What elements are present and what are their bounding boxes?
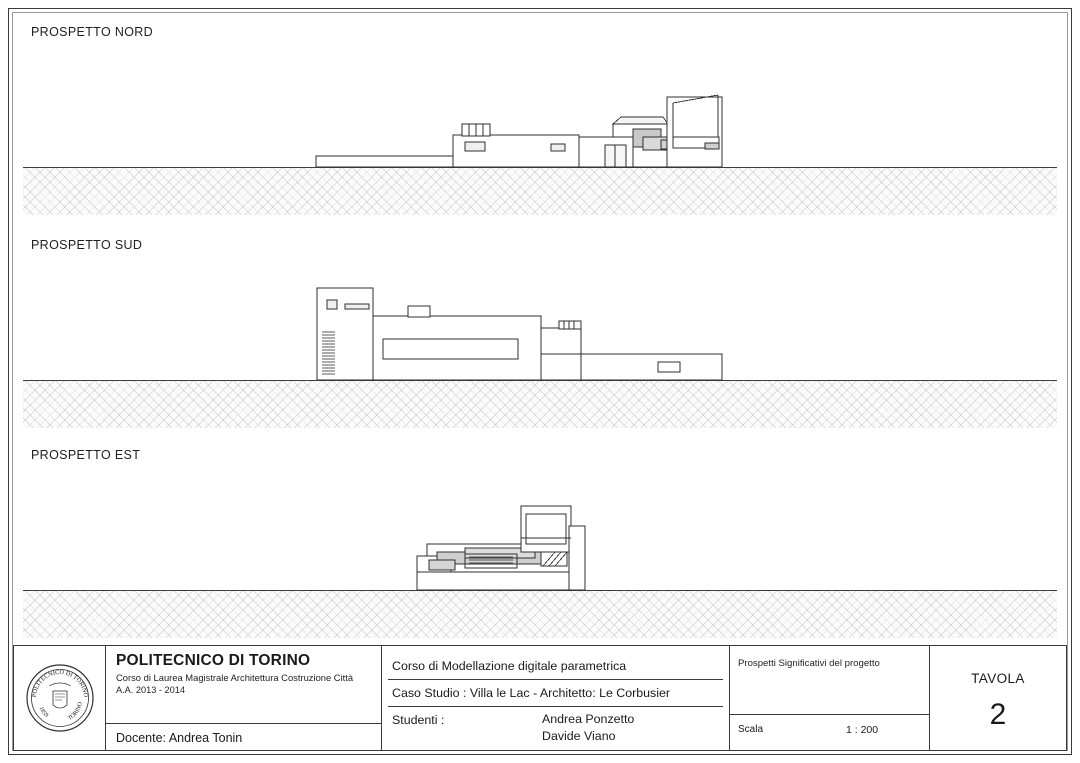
sheet-number: 2 bbox=[989, 697, 1007, 731]
project-divider-1 bbox=[388, 679, 723, 680]
elevation-drawing-nord bbox=[13, 25, 1067, 225]
scale-value: 1 : 200 bbox=[846, 724, 879, 736]
scale-label: Scala bbox=[738, 724, 764, 735]
elevation-title-nord: PROSPETTO NORD bbox=[31, 25, 154, 39]
student-name-1: Andrea Ponzetto bbox=[542, 712, 635, 726]
case-study: Caso Studio : Villa le Lac - Architetto: Le Corbusier bbox=[392, 686, 671, 700]
elevation-block-sud bbox=[13, 238, 1067, 438]
sheet-number-cell bbox=[930, 646, 1066, 750]
course-title: Corso di Modellazione digitale parametrica bbox=[392, 659, 627, 673]
svg-text:1859: 1859 bbox=[36, 705, 49, 719]
students-label: Studenti : bbox=[392, 713, 445, 727]
notes-cell bbox=[730, 646, 930, 750]
elevation-drawing-est bbox=[13, 448, 1067, 638]
politecnico-seal-icon bbox=[23, 661, 97, 735]
degree-course: Corso di Laurea Magistrale Architettura Costruzione Città bbox=[116, 671, 354, 683]
elevation-block-est bbox=[13, 448, 1067, 638]
elevations-area bbox=[13, 13, 1067, 635]
elevation-title-est: PROSPETTO EST bbox=[31, 448, 141, 462]
sheet-label: TAVOLA bbox=[971, 670, 1025, 686]
elevation-drawing-sud bbox=[13, 238, 1067, 438]
elevation-title-sud: PROSPETTO SUD bbox=[31, 238, 143, 252]
logo-cell bbox=[14, 646, 106, 750]
elevation-block-nord bbox=[13, 25, 1067, 225]
project-cell bbox=[382, 646, 730, 750]
svg-text:POLITECNICO DI TORINO: POLITECNICO DI TORINO bbox=[30, 668, 89, 698]
notes-divider bbox=[730, 714, 929, 715]
university-name: POLITECNICO DI TORINO bbox=[116, 652, 311, 669]
student-name-2: Davide Viano bbox=[542, 728, 616, 743]
teacher-name: Docente: Andrea Tonin bbox=[116, 731, 243, 745]
drawing-description: Prospetti Significativi del progetto bbox=[738, 658, 880, 669]
students-names bbox=[542, 711, 634, 744]
project-divider-2 bbox=[388, 706, 723, 707]
svg-text:TORINO: TORINO bbox=[66, 701, 84, 722]
academic-year: A.A. 2013 - 2014 bbox=[116, 684, 185, 695]
title-block bbox=[13, 645, 1067, 751]
teacher-divider bbox=[106, 723, 381, 724]
university-cell bbox=[106, 646, 382, 750]
